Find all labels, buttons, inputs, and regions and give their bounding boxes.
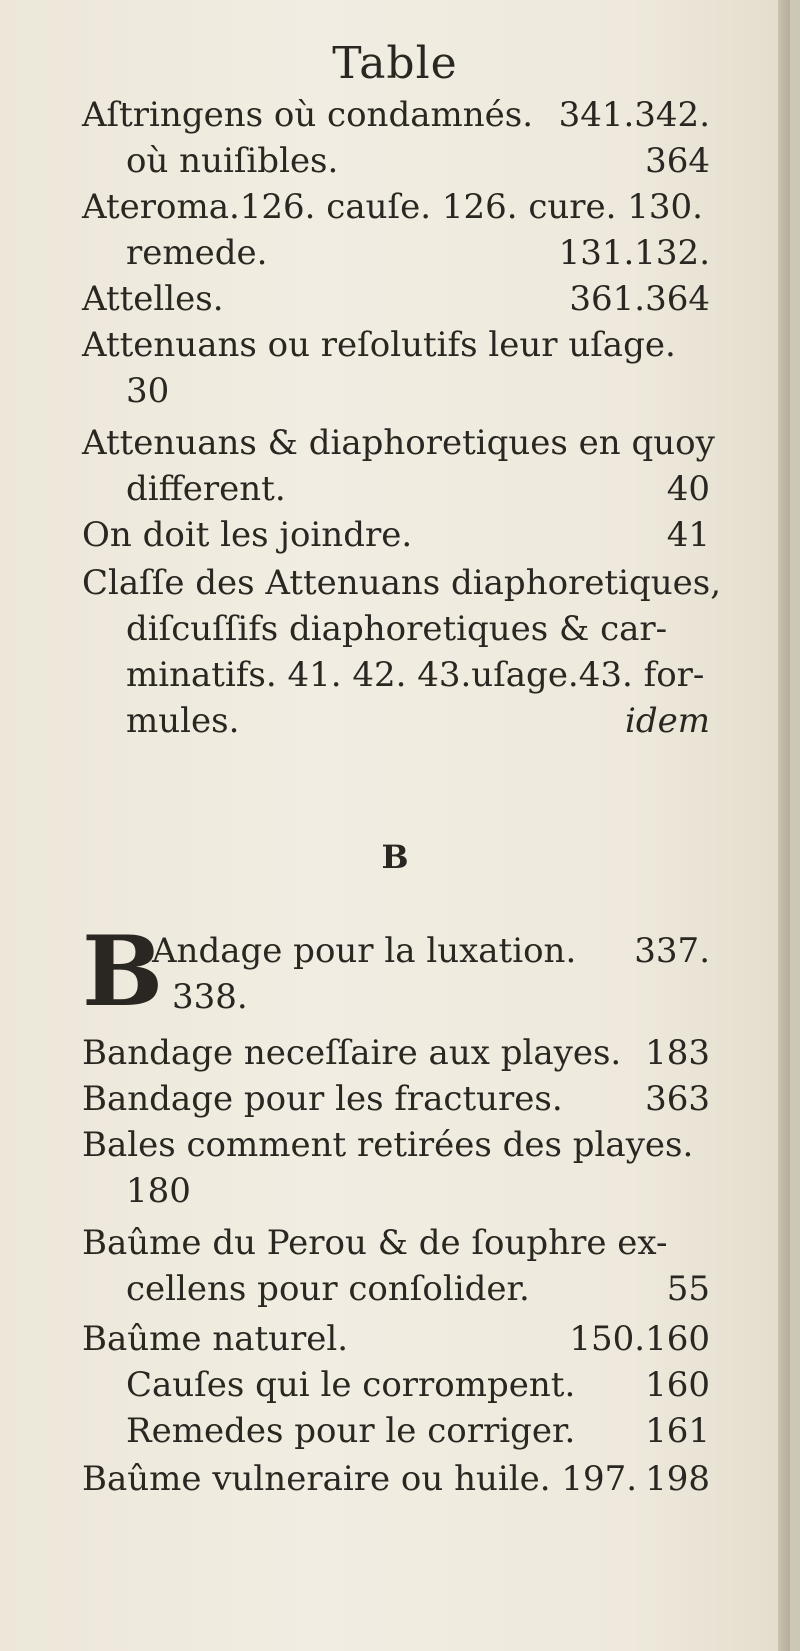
entry-text: minatifs. 41. 42. 43.uſage.43. for- <box>126 655 705 695</box>
entry-text: Bales comment retirées des playes. <box>82 1125 694 1165</box>
entry-page: 363 <box>645 1079 710 1119</box>
entry-page: 41 <box>666 515 710 555</box>
entry-text: 180 <box>126 1171 191 1211</box>
entry-text: different. <box>126 469 286 509</box>
entry-text: 30 <box>126 371 170 411</box>
entry-text: Attenuans ou reſolutifs leur uſage. <box>82 325 676 365</box>
entry-page: 337. <box>634 931 710 971</box>
entry-text: Aſtringens où condamnés. <box>82 95 533 135</box>
entry-text: On doit les joindre. <box>82 515 413 555</box>
entry-text: Baûme du Perou & de ſouphre ex- <box>82 1223 668 1263</box>
entry-text: Bandage neceſſaire aux playes. <box>82 1033 622 1073</box>
entry-page: 183 <box>645 1033 710 1073</box>
entry-text: Andage pour la luxation. <box>152 931 577 971</box>
entry-page: 55 <box>666 1269 710 1309</box>
entry-page: 160 <box>645 1365 710 1405</box>
drop-cap-letter: B <box>82 915 164 1028</box>
entry-text: Attelles. <box>82 279 224 319</box>
entry-page: 341.342. <box>558 95 710 135</box>
entry-page: 40 <box>666 469 710 509</box>
entry-text: Baûme vulneraire ou huile. 197. <box>82 1459 638 1499</box>
entry-text: où nuiſibles. <box>126 141 339 181</box>
running-head: Table <box>332 38 458 89</box>
entry-page: idem <box>625 701 710 741</box>
entry-page: 150.160 <box>569 1319 710 1359</box>
entry-text: remede. <box>126 233 268 273</box>
entry-text: Cauſes qui le corrompent. <box>126 1365 576 1405</box>
entry-text: Remedes pour le corriger. <box>126 1411 576 1451</box>
entry-text: Ateroma.126. cauſe. 126. cure. 130. <box>82 187 703 227</box>
entry-text: Bandage pour les fractures. <box>82 1079 563 1119</box>
section-letter-heading: B <box>381 838 409 876</box>
page-edge <box>778 0 790 1651</box>
entry-page: 198 <box>645 1459 710 1499</box>
entry-text: mules. <box>126 701 240 741</box>
entry-page: 131.132. <box>558 233 710 273</box>
entry-text: diſcuſſifs diaphoretiques & car- <box>126 609 668 649</box>
entry-text: Baûme naturel. <box>82 1319 349 1359</box>
entry-text: Claſſe des Attenuans diaphoretiques, <box>82 563 722 603</box>
entry-page: 161 <box>645 1411 710 1451</box>
entry-text: Attenuans & diaphoretiques en quoy <box>82 423 715 463</box>
entry-page: 361.364 <box>569 279 710 319</box>
entry-page: 364 <box>645 141 710 181</box>
entry-text: 338. <box>172 977 248 1017</box>
entry-text: cellens pour conſolider. <box>126 1269 530 1309</box>
